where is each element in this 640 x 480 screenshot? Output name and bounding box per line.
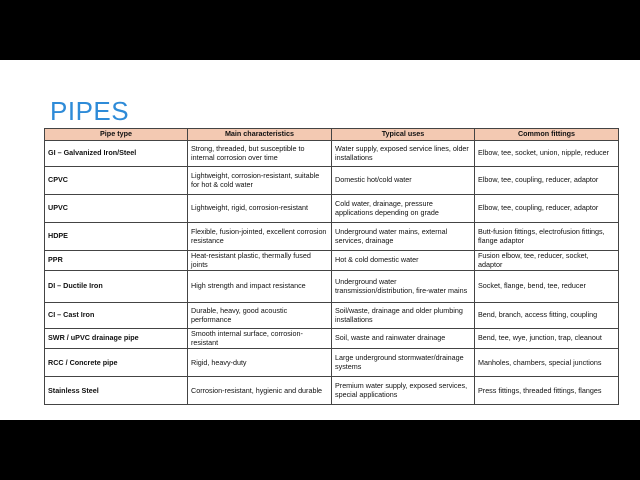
slide-title: PIPES (50, 96, 130, 126)
table-row (45, 377, 619, 405)
cell-uses: Soil/waste, drainage and older plumbing installations (332, 303, 475, 329)
cell-fittings: Fusion elbow, tee, reducer, socket, adaptor (475, 251, 619, 271)
cell-pipe-type: UPVC (45, 195, 188, 223)
cell-uses: Soil, waste and rainwater drainage (332, 329, 475, 349)
cell-uses: Hot & cold domestic water (332, 251, 475, 271)
cell-fittings: Butt-fusion fittings, electrofusion fittings, flange adaptor (475, 223, 619, 251)
cell-pipe-type: CPVC (45, 167, 188, 195)
cell-characteristics: High strength and impact resistance (188, 271, 332, 303)
cell-fittings: Manholes, chambers, special junctions (475, 349, 619, 377)
cell-uses: Premium water supply, exposed services, special applications (332, 377, 475, 405)
cell-fittings: Elbow, tee, coupling, reducer, adaptor (475, 195, 619, 223)
table-row (45, 167, 619, 195)
cell-fittings: Bend, branch, access fitting, coupling (475, 303, 619, 329)
cell-uses: Domestic hot/cold water (332, 167, 475, 195)
cell-uses: Underground water mains, external services, drainage (332, 223, 475, 251)
table-row (45, 251, 619, 271)
cell-fittings: Press fittings, threaded fittings, flanges (475, 377, 619, 405)
cell-characteristics: Strong, threaded, but susceptible to internal corrosion over time (188, 141, 332, 167)
cell-fittings: Socket, flange, bend, tee, reducer (475, 271, 619, 303)
header-common-fittings: Common fittings (475, 129, 619, 141)
cell-uses: Large underground stormwater/drainage systems (332, 349, 475, 377)
table-row (45, 349, 619, 377)
cell-fittings: Elbow, tee, socket, union, nipple, reducer (475, 141, 619, 167)
table-row (45, 303, 619, 329)
cell-pipe-type: PPR (45, 251, 188, 271)
cell-pipe-type: DI – Ductile Iron (45, 271, 188, 303)
slide (0, 60, 640, 420)
cell-pipe-type: CI – Cast Iron (45, 303, 188, 329)
cell-pipe-type: SWR / uPVC drainage pipe (45, 329, 188, 349)
cell-uses: Cold water, drainage, pressure applications depending on grade (332, 195, 475, 223)
header-typical-uses: Typical uses (332, 129, 475, 141)
cell-fittings: Elbow, tee, coupling, reducer, adaptor (475, 167, 619, 195)
cell-uses: Water supply, exposed service lines, older installations (332, 141, 475, 167)
cell-pipe-type: Stainless Steel (45, 377, 188, 405)
cell-pipe-type: GI – Galvanized Iron/Steel (45, 141, 188, 167)
table-row (45, 141, 619, 167)
cell-uses: Underground water transmission/distribution, fire-water mains (332, 271, 475, 303)
cell-characteristics: Flexible, fusion-jointed, excellent corrosion resistance (188, 223, 332, 251)
cell-characteristics: Rigid, heavy-duty (188, 349, 332, 377)
cell-pipe-type: RCC / Concrete pipe (45, 349, 188, 377)
cell-fittings: Bend, tee, wye, junction, trap, cleanout (475, 329, 619, 349)
pipes-table (44, 128, 619, 405)
cell-characteristics: Corrosion-resistant, hygienic and durable (188, 377, 332, 405)
header-pipe-type: Pipe type (45, 129, 188, 141)
table-row (45, 329, 619, 349)
table-row (45, 223, 619, 251)
table-row (45, 271, 619, 303)
cell-characteristics: Heat-resistant plastic, thermally fused joints (188, 251, 332, 271)
cell-characteristics: Lightweight, rigid, corrosion-resistant (188, 195, 332, 223)
header-main-characteristics: Main characteristics (188, 129, 332, 141)
cell-characteristics: Lightweight, corrosion-resistant, suitable for hot & cold water (188, 167, 332, 195)
cell-characteristics: Durable, heavy, good acoustic performance (188, 303, 332, 329)
cell-pipe-type: HDPE (45, 223, 188, 251)
cell-characteristics: Smooth internal surface, corrosion-resistant (188, 329, 332, 349)
table-header-row (45, 129, 619, 141)
table-row (45, 195, 619, 223)
